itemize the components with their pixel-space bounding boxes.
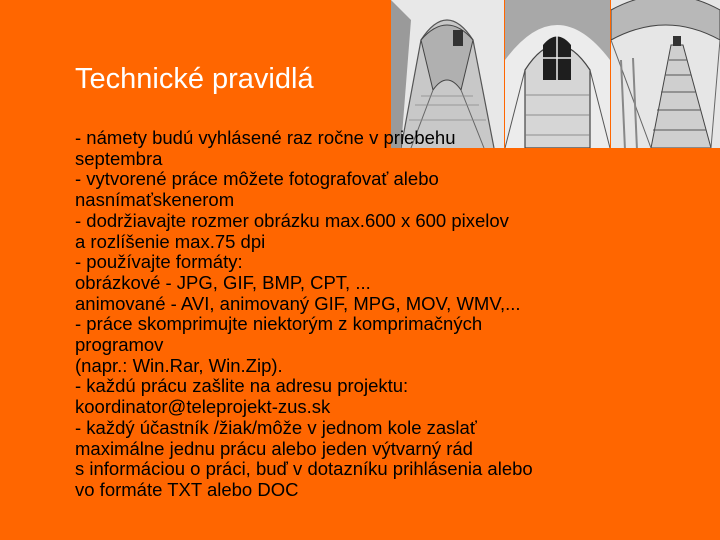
body-line: vo formáte TXT alebo DOC bbox=[75, 478, 299, 500]
body-line: programov bbox=[75, 334, 164, 356]
body-line: septembra bbox=[75, 147, 163, 169]
drawing-stairway-image bbox=[611, 0, 720, 148]
drawing-window-sketch bbox=[505, 0, 610, 148]
body-line: s informáciou o práci, buď v dotazníku prihlásenia alebo bbox=[75, 458, 533, 480]
body-line: obrázkové - JPG, GIF, BMP, CPT, ... bbox=[75, 271, 371, 293]
drawing-stairway-sketch bbox=[611, 0, 720, 148]
body-text bbox=[75, 128, 715, 501]
body-line: - každý účastník /žiak/môže v jednom kole zaslať bbox=[75, 416, 477, 438]
drawing-corridor-sketch bbox=[391, 0, 504, 148]
body-line: - používajte formáty: bbox=[75, 251, 243, 273]
body-line: animované - AVI, animovaný GIF, MPG, MOV, WMV,... bbox=[75, 292, 521, 314]
body-line: - každú prácu zašlite na adresu projektu: bbox=[75, 375, 409, 397]
body-line: maximálne jednu prácu alebo jeden výtvarný rád bbox=[75, 437, 473, 459]
body-line: a rozlíšenie max.75 dpi bbox=[75, 230, 266, 252]
body-line: - práce skomprimujte niektorým z komprimačných bbox=[75, 313, 483, 335]
body-line: nasnímaťskenerom bbox=[75, 189, 235, 211]
body-line: - dodržiavajte rozmer obrázku max.600 x 600 pixelov bbox=[75, 209, 509, 231]
body-line: - námety budú vyhlásené raz ročne v priebehu bbox=[75, 127, 456, 148]
body-line: (napr.: Win.Rar, Win.Zip). bbox=[75, 354, 283, 376]
body-line: - vytvorené práce môžete fotografovať alebo bbox=[75, 168, 439, 190]
body-line: koordinator@teleprojekt-zus.sk bbox=[75, 396, 331, 418]
drawing-corridor-image bbox=[391, 0, 504, 148]
slide-title: Technické pravidlá bbox=[75, 63, 314, 95]
drawing-window-image bbox=[505, 0, 610, 148]
